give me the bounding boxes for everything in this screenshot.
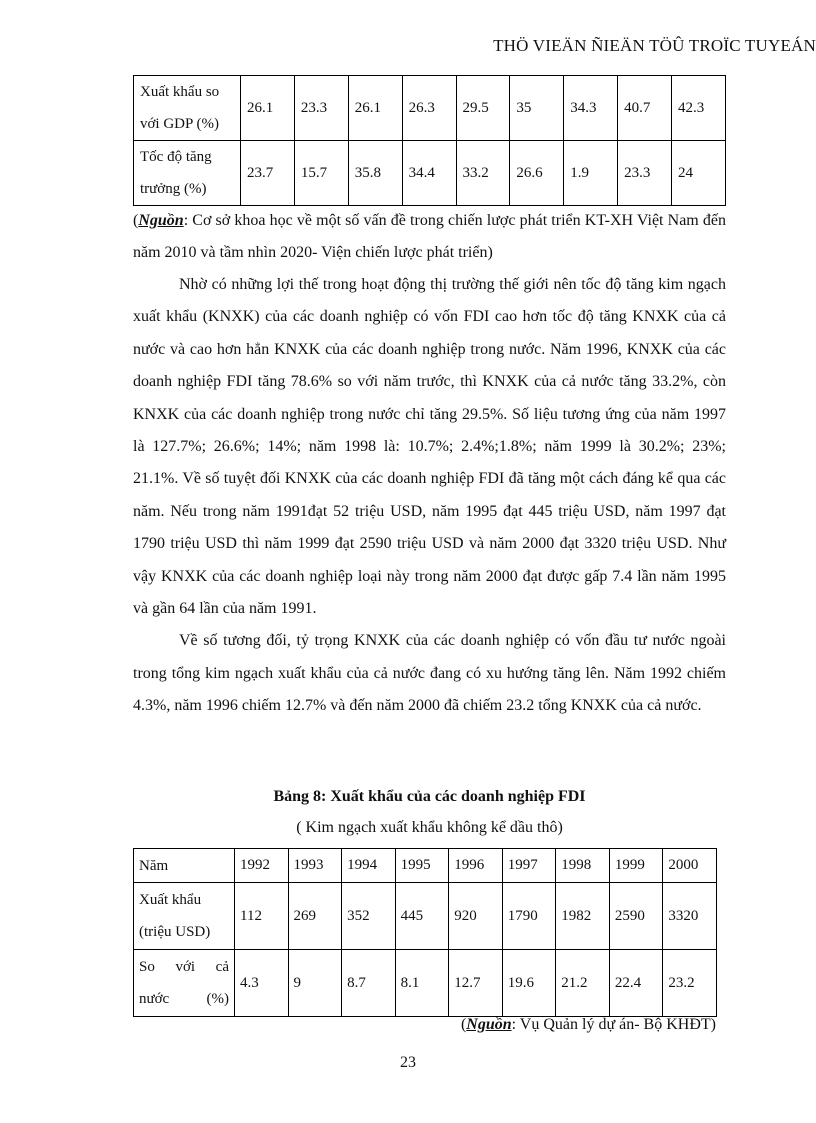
table-cell: 26.3 [402, 76, 456, 141]
table-cell: 34.4 [402, 141, 456, 206]
body-text [133, 269, 726, 723]
table-row [134, 76, 726, 141]
fdi-export-table [133, 848, 717, 1017]
source-note-2 [461, 1016, 716, 1034]
table-cell: 26.1 [348, 76, 402, 141]
year-cell: 1995 [395, 849, 449, 883]
table-cell: 352 [342, 883, 396, 950]
source-label: Nguồn [138, 212, 184, 229]
source-text: : Vụ Quản lý dự án- Bộ KHĐT) [511, 1016, 716, 1033]
table-cell: 19.6 [502, 950, 556, 1017]
page-number: 23 [400, 1054, 416, 1071]
year-cell: 1992 [235, 849, 289, 883]
page-header: THÖ VIEÄN ÑIEÄN TÖÛ TROÏC TUYEÁN [493, 36, 816, 55]
table-cell: 920 [449, 883, 503, 950]
table-row [134, 141, 726, 206]
year-cell: 1998 [556, 849, 610, 883]
source-text: : Cơ sở khoa học về một số vấn đề trong chiến lược phát triển KT-XH Việt Nam đến năm 2010 và tầm nhìn 2020- Viện chiến lược phát triển) [133, 212, 726, 261]
table-header-row [134, 849, 717, 883]
table-cell: 9 [288, 950, 342, 1017]
table-cell: 445 [395, 883, 449, 950]
table-cell: 15.7 [294, 141, 348, 206]
table-cell: 29.5 [456, 76, 510, 141]
table-title: Bảng 8: Xuất khẩu của các doanh nghiệp FDI [273, 788, 586, 805]
paragraph: Về số tương đối, tỷ trọng KNXK của các doanh nghiệp có vốn đầu tư nước ngoài trong tổng kim ngạch xuất khẩu của cả nước đang có xu hướng tăng lên. Năm 1992 chiếm 4.3%, năm 1996 chiếm 12.7% và đến năm 2000 đã chiếm 23.2 tổng KNXK của cả nước. [133, 632, 726, 715]
table-cell: 23.7 [241, 141, 295, 206]
year-cell: 1996 [449, 849, 503, 883]
year-cell: 1994 [342, 849, 396, 883]
table-cell: 22.4 [609, 950, 663, 1017]
row-label: Xuất khẩu so với GDP (%) [134, 76, 241, 141]
source-open: ( [460, 1016, 467, 1033]
table-cell: 4.3 [235, 950, 289, 1017]
table-cell: 3320 [663, 883, 717, 950]
table-cell: 2590 [609, 883, 663, 950]
table-cell: 112 [235, 883, 289, 950]
source-note [133, 205, 726, 269]
table-cell: 34.3 [564, 76, 618, 141]
row-label: Tốc độ tăng trưởng (%) [134, 141, 241, 206]
table-row [134, 950, 717, 1017]
table-cell: 1982 [556, 883, 610, 950]
table-cell: 35.8 [348, 141, 402, 206]
table-row [134, 883, 717, 950]
table-cell: 23.3 [294, 76, 348, 141]
header-label: Năm [134, 849, 235, 883]
table-cell: 40.7 [618, 76, 672, 141]
table-cell: 8.7 [342, 950, 396, 1017]
source-open: ( [133, 212, 139, 229]
table-cell: 26.6 [510, 141, 564, 206]
table-cell: 23.3 [618, 141, 672, 206]
year-cell: 1993 [288, 849, 342, 883]
year-cell: 1997 [502, 849, 556, 883]
row-label: So với cả nước (%) [134, 950, 235, 1017]
table-cell: 12.7 [449, 950, 503, 1017]
row-label: Xuất khẩu (triệu USD) [134, 883, 235, 950]
table-cell: 1790 [502, 883, 556, 950]
table-cell: 1.9 [564, 141, 618, 206]
export-gdp-table [133, 75, 726, 206]
year-cell: 2000 [663, 849, 717, 883]
table-cell: 42.3 [672, 76, 726, 141]
table-cell: 35 [510, 76, 564, 141]
source-label: Nguồn [466, 1016, 512, 1033]
table-subtitle: ( Kim ngạch xuất khẩu không kể dầu thô) [296, 819, 563, 836]
table-cell: 24 [672, 141, 726, 206]
table-cell: 26.1 [241, 76, 295, 141]
paragraph: Nhờ có những lợi thế trong hoạt động thị trường thế giới nên tốc độ tăng kim ngạch xuất khẩu (KNXK) của các doanh nghiệp có vốn FDI cao hơn tốc độ tăng KNXK của cả nước và cao hơn hẳn KNXK của các doanh nghiệp trong nước. Năm 1996, KNXK của các doanh nghiệp FDI tăng 78.6% so với năm trước, thì KNXK của cả nước tăng 33.2%, còn KNXK của các doanh nghiệp trong nước chỉ tăng 29.5%. Số liệu tương ứng của năm 1997 là 127.7%; 26.6%; 14%; năm 1998 là: 10.7%; 2.4%;1.8%; năm 1999 là 30.2%; 23%; 21.1%. Về số tuyệt đối KNXK của các doanh nghiệp FDI đã tăng một cách đáng kể qua các năm. Nếu trong năm 1991đạt 52 triệu USD, năm 1995 đạt 445 triệu USD, năm 1997 đạt 1790 triệu USD thì năm 1999 đạt 2590 triệu USD và năm 2000 đạt 3320 triệu USD. Như vậy KNXK của các doanh nghiệp loại này trong năm 2000 đạt được gấp 7.4 lần năm 1995 và gần 64 lần của năm 1991. [133, 276, 726, 618]
table-cell: 269 [288, 883, 342, 950]
table-cell: 33.2 [456, 141, 510, 206]
year-cell: 1999 [609, 849, 663, 883]
table-cell: 8.1 [395, 950, 449, 1017]
table-cell: 23.2 [663, 950, 717, 1017]
table-cell: 21.2 [556, 950, 610, 1017]
